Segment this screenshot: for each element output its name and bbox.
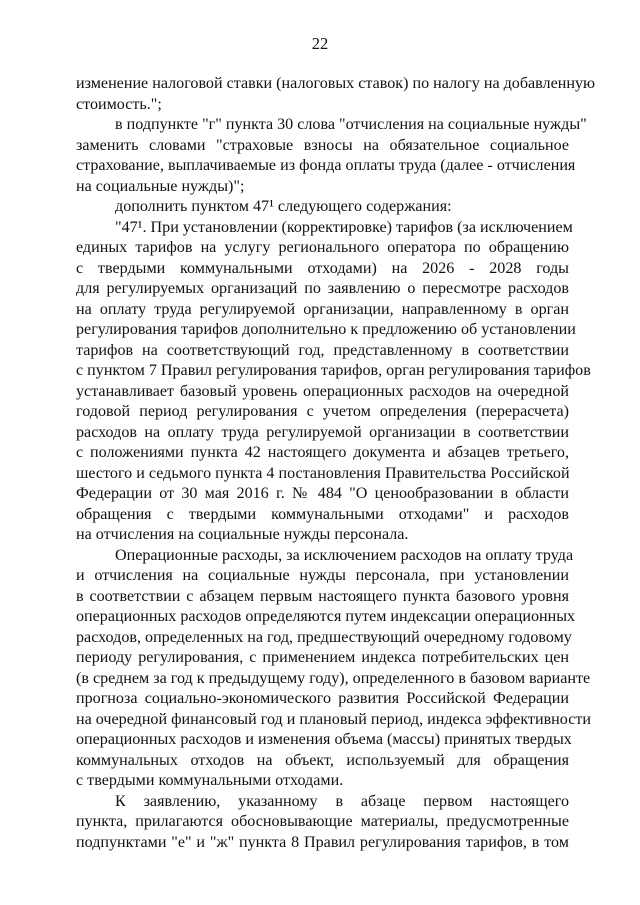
text-line: для регулируемых организаций по заявлению о пересмотре расходов — [76, 280, 569, 297]
text-line: (в среднем за год к предыдущему году), определенного в базовом варианте — [76, 669, 591, 687]
text-line: заменить словами "страховые взносы на обязательное социальное — [76, 136, 569, 154]
text-line: на отчисления на социальные нужды персонала. — [76, 526, 409, 543]
text-line: и отчисления на социальные нужды персонала, при установлении — [76, 567, 569, 584]
text-line: расходов на оплату труда регулируемой организации в соответствии — [76, 423, 569, 441]
text-line: на очередной финансовый год и плановый период, индекса эффективности — [76, 710, 592, 728]
text-line: на оплату труда регулируемой организации, направленному в орган — [76, 300, 569, 318]
text-line: страхование, выплачиваемые из фонда оплаты труда (далее - отчисления — [76, 157, 576, 174]
text-line: годовой период регулирования с учетом определения (перерасчета) — [76, 403, 569, 420]
text-line: пункта, прилагаются обосновывающие материалы, предусмотренные — [76, 813, 569, 830]
text-line: с твердыми коммунальными отходами) на 2026 - 2028 годы — [76, 259, 569, 277]
text-line: периоду регулирования, с применением индекса потребительских цен — [76, 649, 569, 666]
text-line: прогноза социально-экономического развития Российской Федерации — [76, 690, 569, 707]
text-line: расходов, определенных на год, предшествующий очередному годовому — [76, 628, 572, 646]
text-line: К заявлению, указанному в абзаце первом настоящего — [115, 792, 569, 810]
text-line: коммунальных отходов на объект, используемый для обращения — [76, 751, 569, 769]
text-line: тарифов на соответствующий год, представленному в соответствии — [76, 341, 569, 359]
text-line: регулирования тарифов дополнительно к предложению об установлении — [76, 321, 576, 338]
text-line: с положениями пункта 42 настоящего документа и абзацев третьего, — [76, 444, 569, 461]
text-line: с твердыми коммунальными отходами. — [76, 772, 344, 789]
text-line: операционных расходов и изменения объема (массы) принятых твердых — [76, 731, 572, 748]
text-line: Операционные расходы, за исключением расходов на оплату труда — [115, 546, 574, 564]
text-line: подпунктами "е" и "ж" пункта 8 Правил регулирования тарифов, в том — [76, 833, 569, 851]
text-line: устанавливает базовый уровень операционных расходов на очередной — [76, 382, 569, 400]
text-line: стоимость."; — [76, 95, 162, 113]
document-body — [76, 74, 596, 853]
text-line: на социальные нужды)"; — [76, 177, 245, 195]
text-line: операционных расходов определяются путем индексации операционных — [76, 608, 576, 625]
text-line: обращения с твердыми коммунальными отходами" и расходов — [76, 505, 569, 523]
text-line: единых тарифов на услугу регионального оператора по обращению — [76, 239, 569, 256]
text-line: в подпункте "г" пункта 30 слова "отчисления на социальные нужды" — [115, 116, 587, 133]
text-line: дополнить пунктом 47¹ следующего содержания: — [115, 198, 452, 215]
text-line: в соответствии с абзацем первым настоящего пункта базового уровня — [76, 587, 569, 605]
text-line: изменение налоговой ставки (налоговых ставок) по налогу на добавленную — [76, 75, 596, 92]
text-line: шестого и седьмого пункта 4 постановления Правительства Российской — [76, 464, 570, 482]
text-line: "47¹. При установлении (корректировке) тарифов (за исключением — [115, 218, 573, 236]
text-line: с пунктом 7 Правил регулирования тарифов, орган регулирования тарифов — [76, 362, 591, 379]
text-line: Федерации от 30 мая 2016 г. № 484 "О ценообразовании в области — [76, 485, 569, 502]
page-number: 22 — [311, 34, 329, 53]
